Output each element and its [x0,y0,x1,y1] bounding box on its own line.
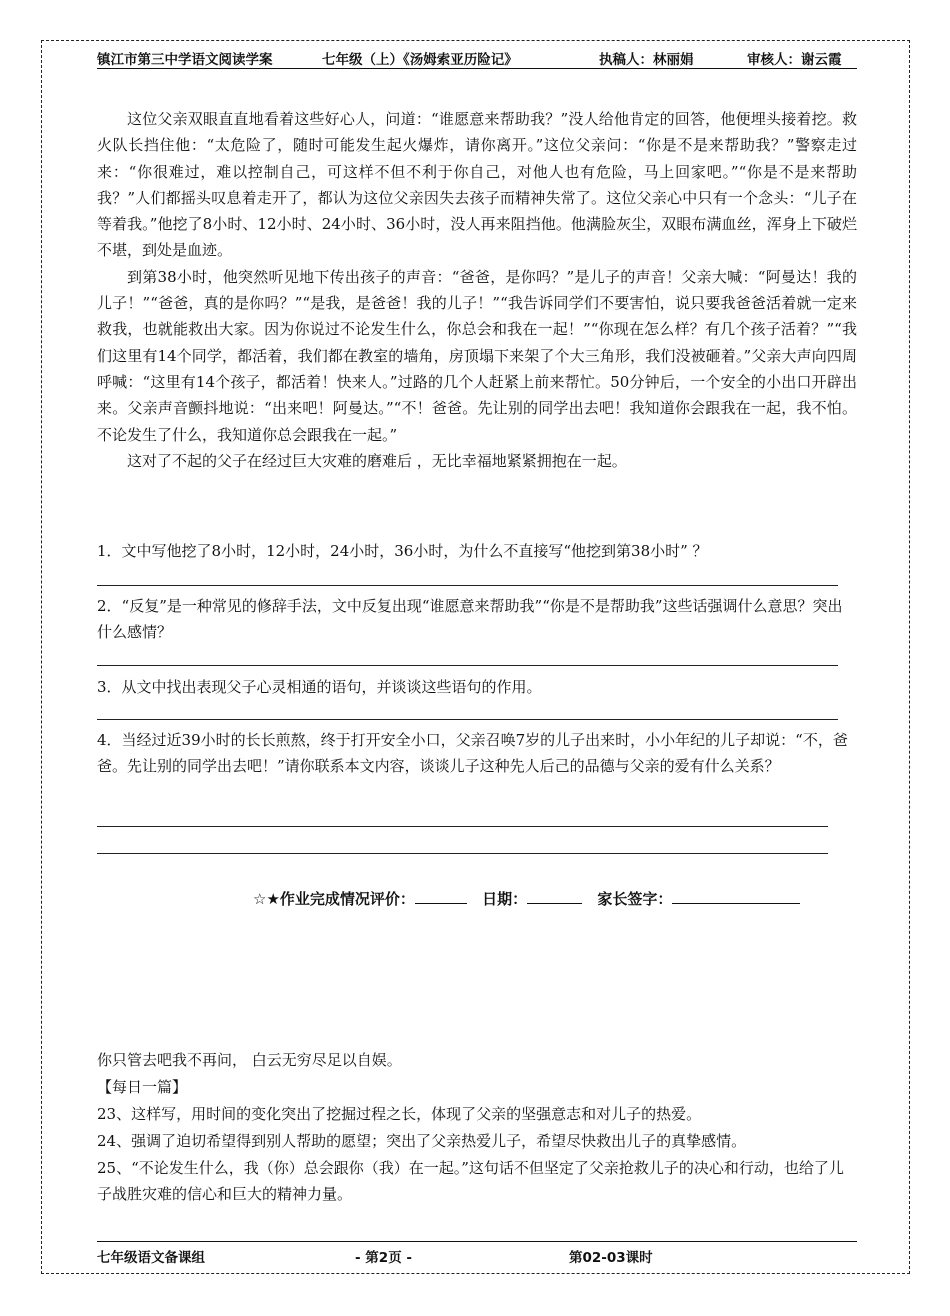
passage-paragraph: 这位父亲双眼直直地看着这些好心人，问道：“谁愿意来帮助我？”没人给他肯定的回答，他便埋头接着挖。救火队长挡住他：“太危险了，随时可能发生起火爆炸，请你离开。”这位父亲问：“你是不是来帮助我？”警察走过来：“你很难过，难以控制自己，可这样不但不利于你自己，对他人也有危险，马上回家吧。”“你是不是来帮助我？”人们都摇头叹息着走开了，都认为这位父亲因失去孩子而精神失常了。这位父亲心中只有一个念头：“儿子在等着我。”他挖了8小时、12小时、24小时、36小时，没人再来阻挡他。他满脸灰尘，双眼布满血丝，浑身上下破烂不堪，到处是血迹。 [97,110,857,260]
answer-25: 25、“不论发生什么，我（你）总会跟你（我）在一起。”这句话不但坚定了父亲抢救儿子的决心和行动，也给了儿子战胜灾难的信心和巨大的精神力量。 [97,1159,844,1204]
answer-line[interactable] [97,665,838,666]
question-2: 2．“反复”是一种常见的修辞手法，文中反复出现“谁愿意来帮助我”“你是不是帮助我”这些话强调什么意思？突出什么感情？ [97,597,843,642]
page-number: - 第2页 - [355,1250,412,1266]
page-header [97,44,857,68]
page-footer [97,1246,857,1266]
grade-title: 七年级（上）《汤姆索亚历险记》 [322,52,518,68]
parent-sign-label: 家长签字： [597,890,673,908]
header-divider [97,68,857,69]
answer-line[interactable] [97,853,828,854]
answer-23: 23、这样写，用时间的变化突出了挖掘过程之长，体现了父亲的坚强意志和对儿子的热爱。 [97,1105,702,1123]
passage-paragraph: 到第38小时，他突然听见地下传出孩子的声音：“爸爸，是你吗？”是儿子的声音！父亲大喊：“阿曼达！我的儿子！”“爸爸，真的是你吗？”“是我，是爸爸！我的儿子！”“我告诉同学们不要害怕，说只要我爸爸活着就一定来救我，也就能救出大家。因为你说过不论发生什么，你总会和我在一起！”“你现在怎么样？有几个孩子活着？”“我们这里有14个同学，都活着，我们都在教室的墙角，房顶塌下来架了个大三角形，我们没被砸着。”父亲大声向四周呼喊：“这里有14个孩子，都活着！快来人。”过路的几个人赶紧上前来帮忙。50分钟后，一个安全的小出口开辟出来。父亲声音颤抖地说：“出来吧！阿曼达。”“不！爸爸。先让别的同学出去吧！我知道你会跟我在一起，我不怕。不论发生了什么，我知道你总会跟我在一起。” [97,267,857,444]
date-blank[interactable] [527,889,582,904]
answer-line[interactable] [97,585,838,586]
author-credit: 执稿人：林丽娟 [599,52,694,68]
date-label: 日期： [482,890,528,908]
evaluation-blank[interactable] [415,889,467,904]
answer-line[interactable] [97,826,828,827]
homework-evaluation [253,888,858,909]
answer-24: 24、强调了迫切希望得到别人帮助的愿望；突出了父亲热爱儿子，希望尽快救出儿子的真挚感情。 [97,1132,747,1150]
school-name: 镇江市第三中学语文阅读学案 [97,52,273,68]
question-1: 1．文中写他挖了8小时，12小时，24小时，36小时，为什么不直接写“他挖到第38小时” ？ [97,542,708,560]
daily-heading: 【每日一篇】 [97,1078,188,1096]
footer-divider [97,1241,857,1242]
footer-period: 第02-03课时 [569,1250,653,1266]
question-4: 4．当经过近39小时的长长煎熬，终于打开安全小口，父亲召唤7岁的儿子出来时，小小年纪的儿子却说：“不，爸爸。先让别的同学出去吧！”请你联系本文内容，谈谈儿子这种先人后己的品德与父亲的爱有什么关系？ [97,731,848,776]
footer-group: 七年级语文备课组 [97,1250,205,1266]
question-3: 3．从文中找出表现父子心灵相通的语句，并谈谈这些语句的作用。 [97,678,542,696]
evaluation-label: ☆★作业完成情况评价： [253,890,415,908]
parent-sign-blank[interactable] [672,889,800,904]
answer-line[interactable] [97,719,838,720]
reviewer-credit: 审核人：谢云霞 [747,52,842,68]
reading-passage [97,106,857,474]
passage-paragraph: 这对了不起的父子在经过巨大灾难的磨难后 ，无比幸福地紧紧拥抱在一起。 [127,451,627,470]
poem-line: 你只管去吧我不再问， 白云无穷尽足以自娱。 [97,1051,402,1069]
